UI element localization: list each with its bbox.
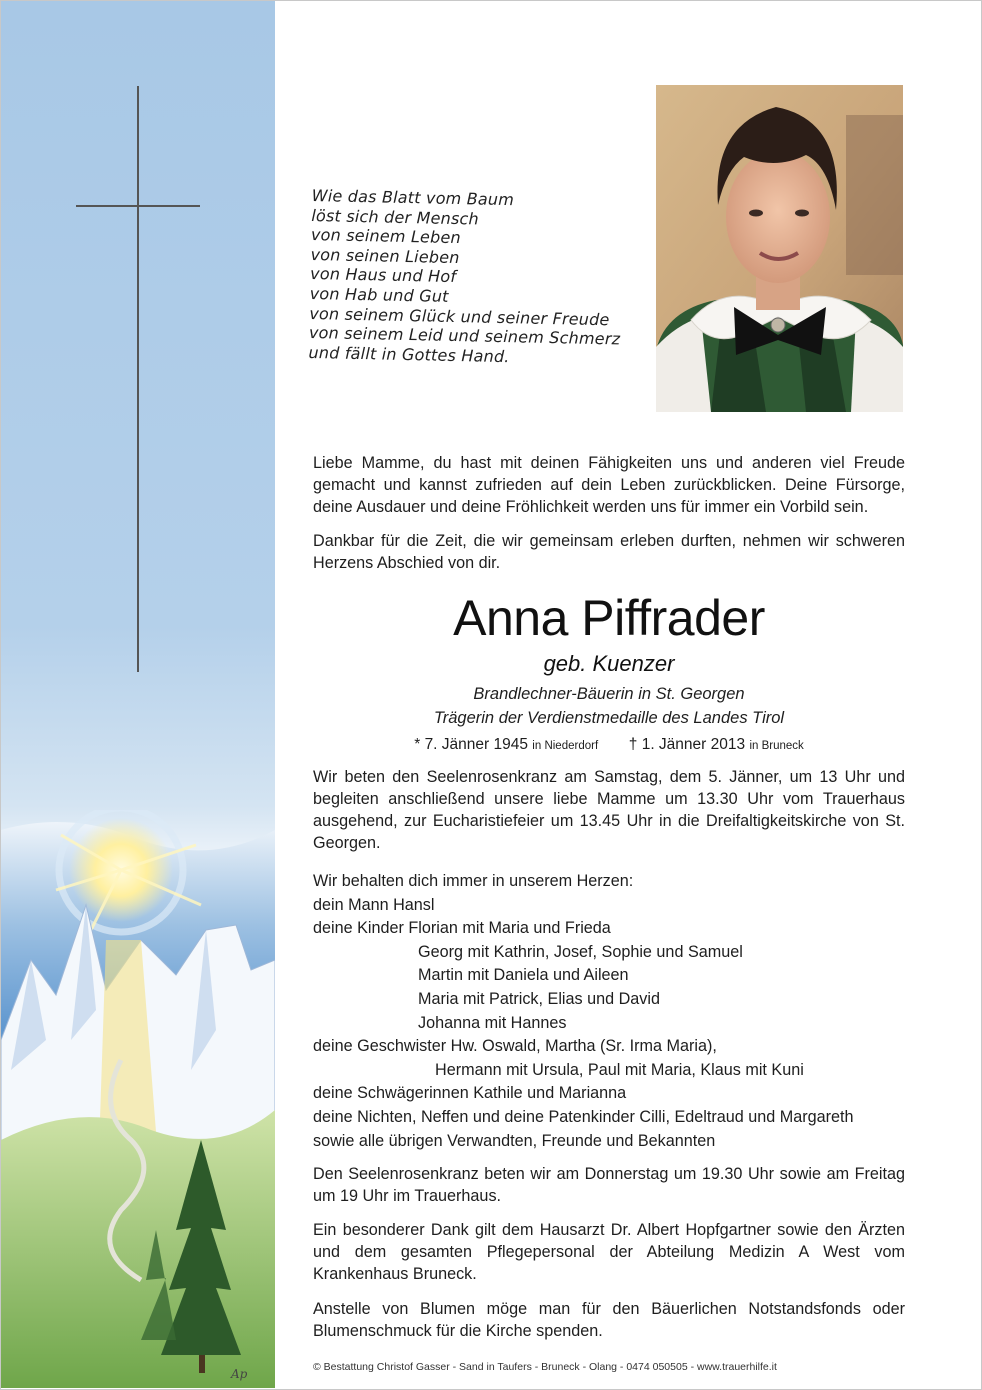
thanks-text: Ein besonderer Dank gilt dem Hausarzt Dr. Albert Hopfgartner sowie den Ärzten und dem gesamten Pflegepersonal der Abteilung Medizin A West vom Krankenhaus Bruneck. — [313, 1221, 905, 1283]
cross-icon — [137, 86, 139, 672]
farewell-text: Dankbar für die Zeit, die wir gemeinsam erleben durften, nehmen wir schweren Herzens Abschied von dir. — [313, 532, 905, 572]
birth-star-icon: * — [414, 736, 421, 753]
poem-line: von Haus und Hof — [309, 264, 457, 287]
rosary-paragraph — [313, 1163, 905, 1207]
painting-signature: Ap — [231, 1367, 248, 1381]
death-date: 1. Jänner 2013 — [641, 736, 746, 753]
death-cross-icon: † — [628, 736, 638, 753]
poem-line: von seinem Leben — [310, 225, 462, 248]
family-children: deine Kinder Florian mit Maria und Frieda — [313, 919, 611, 938]
poem-line: von seinem Glück und seiner Freude — [309, 303, 610, 329]
intro-paragraph — [313, 452, 905, 518]
deceased-name: Anna Piffrader — [453, 590, 765, 646]
portrait-photo — [656, 85, 903, 412]
deceased-honor: Trägerin der Verdienstmedaille des Landes Tirol — [433, 709, 785, 727]
death-place: in Bruneck — [749, 740, 804, 752]
poem-line: von seinen Lieben — [310, 244, 460, 267]
donation-text: Anstelle von Blumen möge man für den Bäuerlichen Notstandsfonds oder Blumenschmuck für die Kirche spenden. — [313, 1300, 905, 1340]
family-list — [313, 870, 913, 1153]
birth-date: 7. Jänner 1945 — [424, 736, 528, 753]
thanks-paragraph — [313, 1219, 905, 1285]
family-relatives: sowie alle übrigen Verwandten, Freunde und Bekannten — [313, 1131, 716, 1150]
funeral-text: Wir beten den Seelenrosenkranz am Samstag, dem 5. Jänner, um 13 Uhr und begleiten anschließend unsere liebe Mamme um 13.30 Uhr vom Trauerhaus ausgehend, zur Eucharistiefeier um 13.45 Uhr in die Dreifaltigkeitskirche von St. Georgen. — [313, 768, 905, 852]
footer-credit: © Bestattung Christof Gasser - Sand in Taufers - Bruneck - Olang - 0474 050505 - www.trauerhilfe.it — [313, 1361, 777, 1373]
family-nieces: deine Nichten, Neffen und deine Patenkinder Cilli, Edeltraud und Margareth — [313, 1107, 854, 1126]
intro-text: Liebe Mamme, du hast mit deinen Fähigkeiten uns und anderen viel Freude gemacht und kannst zufrieden auf dein Leben zurückblicken. Deine Fürsorge, deine Ausdauer und deine Fröhlichkeit werden uns für immer ein Vorbild sein. — [313, 454, 905, 516]
donation-paragraph — [313, 1298, 905, 1342]
poem-line: löst sich der Mensch — [311, 205, 480, 229]
mountain-painting — [1, 810, 275, 1388]
family-siblings: deine Geschwister Hw. Oswald, Martha (Sr. Irma Maria), — [313, 1037, 717, 1056]
family-child: Martin mit Daniela und Aileen — [418, 966, 629, 985]
family-husband: dein Mann Hansl — [313, 895, 435, 914]
family-intro: Wir behalten dich immer in unserem Herzen: — [313, 872, 634, 890]
funeral-paragraph — [313, 766, 905, 854]
poem-line: Wie das Blatt vom Baum — [311, 186, 515, 210]
family-child: Georg mit Kathrin, Josef, Sophie und Samuel — [418, 942, 743, 961]
family-siblings-cont: Hermann mit Ursula, Paul mit Maria, Klaus mit Kuni — [435, 1060, 804, 1079]
farewell-paragraph — [313, 530, 905, 574]
cross-icon-bar — [76, 205, 200, 207]
deceased-title: Brandlechner-Bäuerin in St. Georgen — [473, 685, 745, 703]
family-child: Maria mit Patrick, Elias und David — [418, 989, 660, 1008]
maiden-name: geb. Kuenzer — [543, 651, 675, 676]
handwritten-poem — [308, 186, 642, 369]
family-child: Johanna mit Hannes — [418, 1013, 567, 1032]
birth-place: in Niederdorf — [532, 740, 599, 752]
family-sisters-in-law: deine Schwägerinnen Kathile und Marianna — [313, 1084, 627, 1103]
poem-line: von seinem Leid und seinem Schmerz — [308, 323, 621, 349]
poem-line: und fällt in Gottes Hand. — [308, 342, 510, 366]
poem-line: von Hab und Gut — [309, 283, 449, 306]
rosary-text: Den Seelenrosenkranz beten wir am Donnerstag um 19.30 Uhr sowie am Freitag um 19 Uhr im Trauerhaus. — [313, 1165, 905, 1205]
life-dates — [313, 734, 905, 757]
